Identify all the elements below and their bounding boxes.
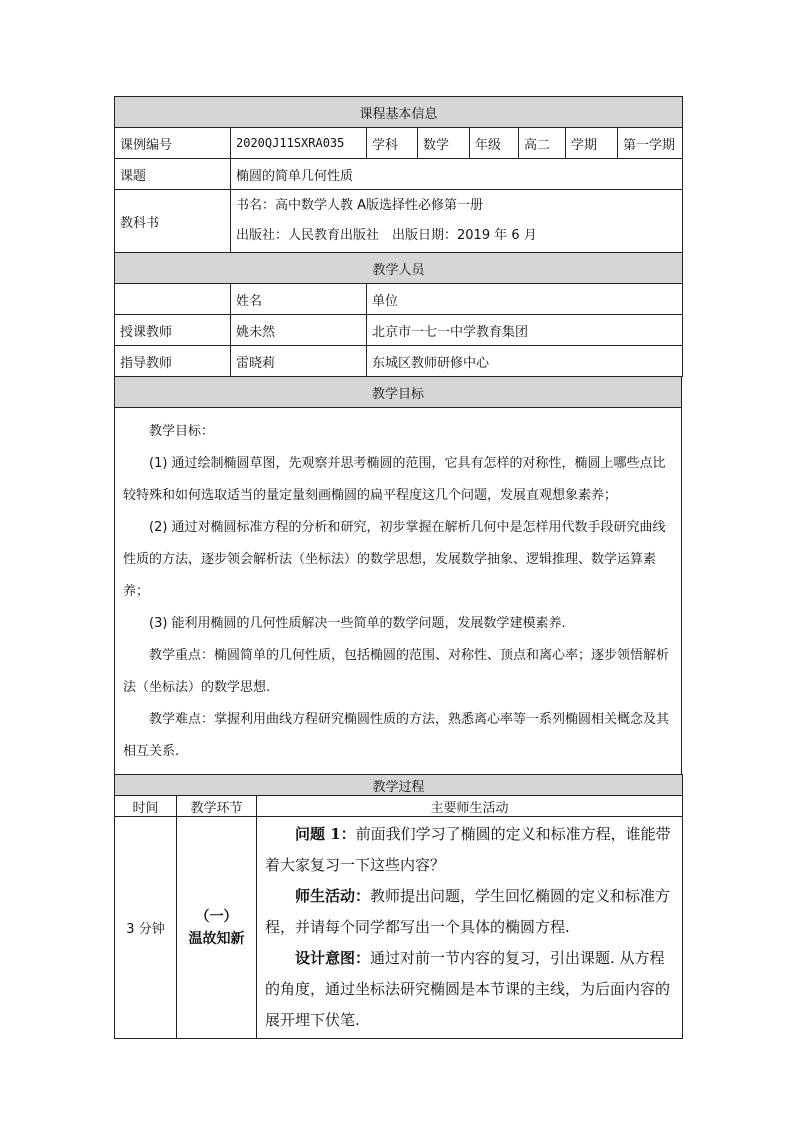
col-header-activity: 主要师生活动 — [257, 796, 683, 817]
goals-heading: 教学目标： — [149, 424, 215, 439]
textbook-info — [231, 190, 683, 253]
difficult-points: 教学难点：掌握利用曲线方程研究椭圆性质的方法，熟悉离心率等一系列椭圆相关概念及其相互关系. — [123, 712, 670, 759]
mentor-name: 雷晓莉 — [231, 346, 367, 377]
teacher-unit: 北京市一七一中学教育集团 — [367, 315, 683, 346]
term-label: 学期 — [566, 128, 618, 159]
mentor-unit: 东城区教师研修中心 — [367, 346, 683, 377]
question-paragraph — [265, 819, 674, 881]
stage-name: 温故知新 — [188, 930, 245, 947]
topic-label: 课题 — [115, 159, 231, 190]
term-value: 第一学期 — [618, 128, 683, 159]
goal-item-2: (2) 通过对椭圆标准方程的分析和研究，初步掌握在解析几何中是怎样用代数手段研究曲线性质的方法，逐步领会解析法（坐标法）的数学思想，发展数学抽象、逻辑推理、数学运算素养； — [123, 520, 666, 599]
design-text: 通过对前一节内容的复习，引出课题. 从方程的角度，通过坐标法研究椭圆是本节课的主线，为后面内容的展开埋下伏笔. — [265, 949, 671, 1029]
question-label: 问题 1： — [295, 825, 356, 843]
staff-empty-cell — [115, 284, 231, 315]
design-label: 设计意图： — [295, 949, 371, 967]
section-title-staff: 教学人员 — [115, 253, 683, 284]
col-header-stage: 教学环节 — [177, 796, 257, 817]
grade-value: 高二 — [519, 128, 566, 159]
teacher-label: 授课教师 — [115, 315, 231, 346]
topic-value: 椭圆的简单几何性质 — [231, 159, 683, 190]
name-header: 姓名 — [231, 284, 367, 315]
basic-info-table — [114, 96, 683, 253]
goals-content — [115, 408, 682, 775]
section-title-basic: 课程基本信息 — [115, 97, 683, 128]
goal-item-1: (1) 通过绘制椭圆草图，先观察并思考椭圆的范围，它具有怎样的对称性，椭圆上哪些点比较特殊和如何选取适当的量定量刻画椭圆的扁平程度这几个问题，发展直观想象素养； — [123, 456, 666, 503]
code-label: 课例编号 — [115, 128, 231, 159]
question-text: 前面我们学习了椭圆的定义和标准方程，谁能带着大家复习一下这些内容？ — [265, 825, 671, 874]
key-points: 教学重点：椭圆简单的几何性质，包括椭圆的范围、对称性、顶点和离心率；逐步领悟解析法（坐标法）的数学思想. — [123, 648, 670, 695]
col-header-time: 时间 — [115, 796, 177, 817]
activity-label: 师生活动： — [295, 887, 371, 905]
subject-value: 数学 — [418, 128, 470, 159]
activity-paragraph — [265, 881, 674, 943]
staff-table — [114, 252, 683, 377]
textbook-line-name: 书名：高中数学人教 A版选择性必修第一册 — [236, 198, 484, 213]
grade-label: 年级 — [470, 128, 519, 159]
mentor-label: 指导教师 — [115, 346, 231, 377]
stage-number: （一） — [195, 908, 238, 925]
activity-text: 教师提出问题，学生回忆椭圆的定义和标准方程，并请每个同学都写出一个具体的椭圆方程. — [265, 887, 671, 936]
goals-table — [114, 376, 682, 775]
row-time: 3 分钟 — [115, 817, 177, 1039]
unit-header: 单位 — [367, 284, 683, 315]
design-paragraph — [265, 943, 674, 1036]
section-title-goals: 教学目标 — [115, 377, 682, 408]
teacher-name: 姚未然 — [231, 315, 367, 346]
textbook-label: 教科书 — [115, 190, 231, 253]
row-activity — [257, 817, 683, 1039]
lesson-plan-document — [114, 96, 682, 1039]
section-title-process: 教学过程 — [115, 775, 683, 796]
textbook-line-publisher: 出版社：人民教育出版社 出版日期：2019 年 6 月 — [236, 228, 537, 243]
code-value: 2020QJ11SXRA035 — [231, 128, 367, 159]
process-table — [114, 774, 683, 1039]
row-stage — [177, 817, 257, 1039]
subject-label: 学科 — [367, 128, 418, 159]
goal-item-3: (3) 能利用椭圆的几何性质解决一些简单的数学问题，发展数学建模素养. — [149, 616, 566, 631]
